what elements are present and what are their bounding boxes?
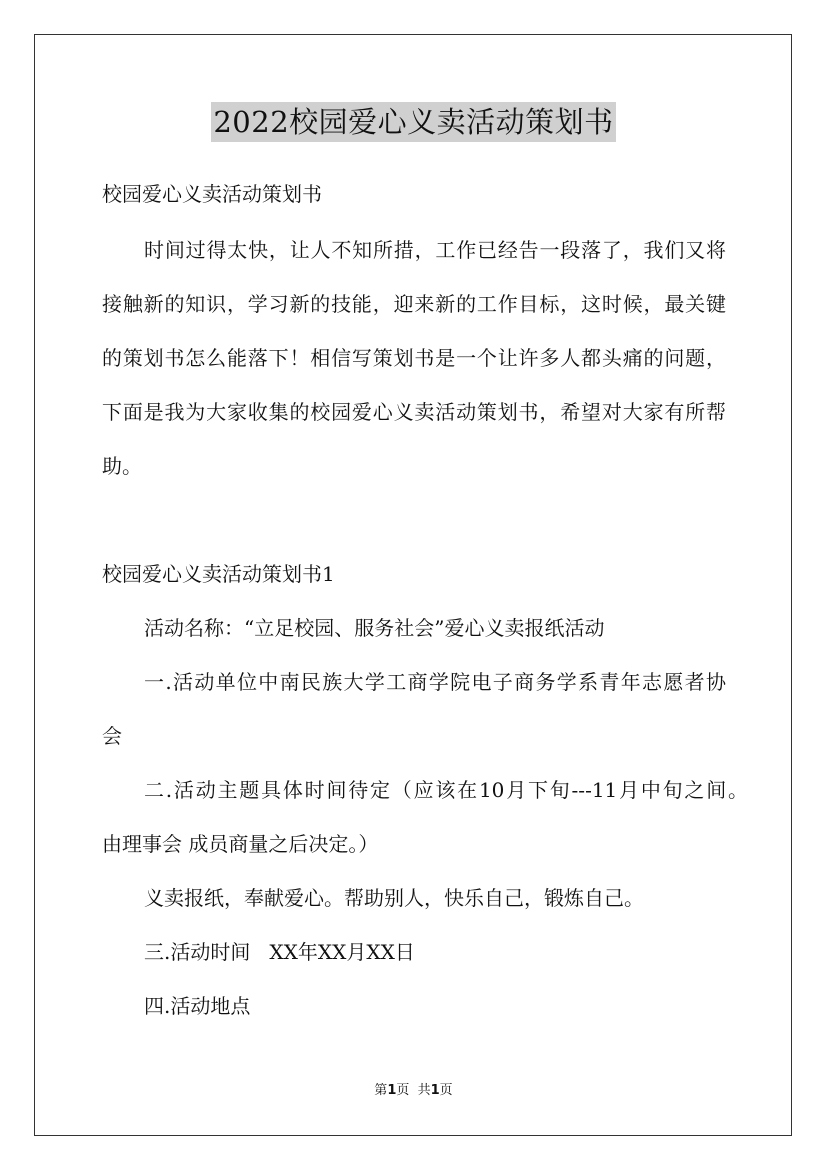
body-line: 四.活动地点 — [144, 994, 251, 1018]
intro-line: 下面是我为大家收集的校园爱心义卖活动策划书，希望对大家有所帮 — [102, 400, 726, 424]
page-footer — [0, 1082, 827, 1100]
intro-line: 接触新的知识，学习新的技能，迎来新的工作目标，这时候，最关键 — [102, 292, 726, 316]
body-line: 义卖报纸，奉献爱心。帮助别人，快乐自己，锻炼自己。 — [144, 886, 644, 910]
footer-mid: 页 共 — [396, 1083, 431, 1098]
section-heading: 校园爱心义卖活动策划书1 — [102, 562, 335, 586]
body-line: 由理事会 成员商量之后决定。） — [102, 832, 379, 856]
intro-line: 助。 — [102, 454, 142, 478]
body-line: 三.活动时间 XX年XX月XX日 — [144, 940, 415, 964]
footer-page-number: 1 — [387, 1083, 397, 1098]
title-container — [0, 102, 827, 142]
body-line: 二.活动主题具体时间待定（应该在10月下旬---11月中旬之间。 — [144, 778, 748, 802]
subtitle: 校园爱心义卖活动策划书 — [102, 182, 322, 206]
document-title: 2022校园爱心义卖活动策划书 — [211, 102, 615, 142]
footer-suffix: 页 — [439, 1083, 453, 1098]
body-line: 一.活动单位中南民族大学工商学院电子商务学系青年志愿者协 — [144, 670, 726, 694]
intro-line: 的策划书怎么能落下！相信写策划书是一个让许多人都头痛的问题， — [102, 346, 726, 370]
body-line: 会 — [102, 724, 122, 748]
footer-prefix: 第 — [374, 1083, 388, 1098]
footer-total-pages: 1 — [430, 1083, 440, 1098]
intro-line: 时间过得太快，让人不知所措，工作已经告一段落了，我们又将 — [144, 238, 726, 262]
body-line: 活动名称：“立足校园、服务社会”爱心义卖报纸活动 — [144, 616, 605, 640]
